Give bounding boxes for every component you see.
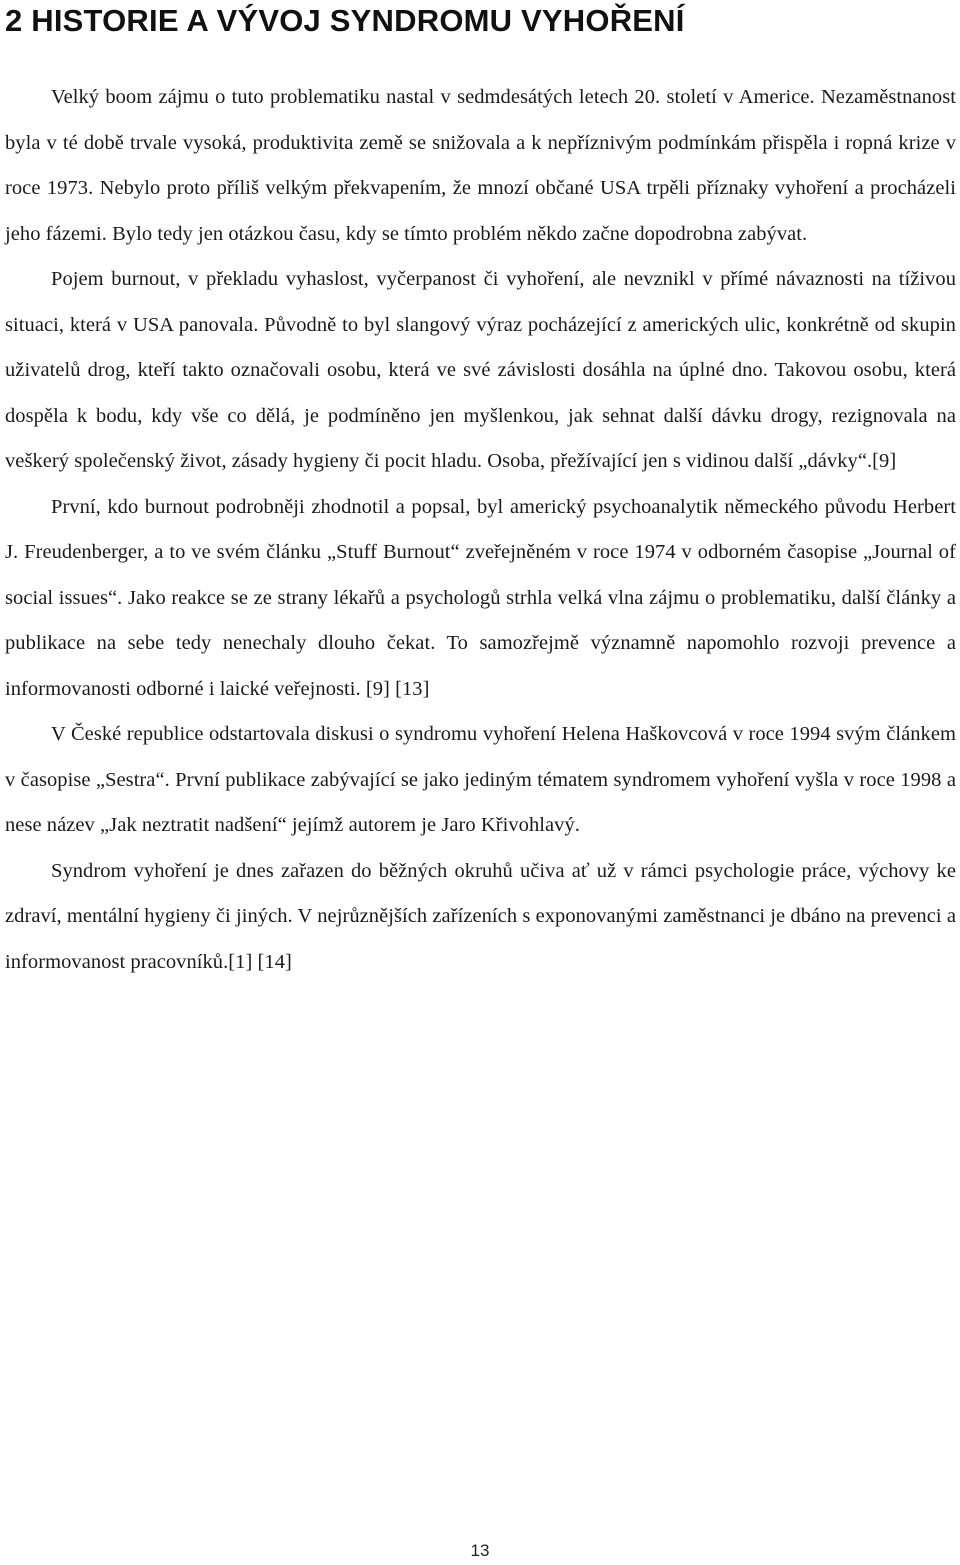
page-number: 13 [470,1541,490,1560]
paragraph-burnout-term: Pojem burnout, v překladu vyhaslost, vyčerpanost či vyhoření, ale nevznikl v přímé návaznosti na tíživou situaci, která v USA panovala. Původně to byl slangový výraz pocházející z amerických ulic, konkrétně od skupin uživatelů drog, kteří takto označovali osobu, která ve své závislosti dosáhla na úplné dno. Takovou osobu, která dospěla k bodu, kdy vše co dělá, je podmíněno jen myšlenkou, jak sehnat další dávku drogy, rezignovala na veškerý společenský život, zásady hygieny či pocit hladu. Osoba, přežívající jen s vidinou další „dávky“.[9] [5,268,956,472]
paragraph-history-intro: Velký boom zájmu o tuto problematiku nastal v sedmdesátých letech 20. století v Americe. Nezaměstnanost byla v té době trvale vysoká, produktivita země se snižovala a k nepříznivým podmínkám přispěla i ropná krize v roce 1973. Nebylo proto příliš velkým překvapením, že mnozí občané USA trpěli příznaky vyhoření a procházeli jeho fázemi. Bylo tedy jen otázkou času, kdy se tímto problém někdo začne dopodrobna zabývat. [5,86,956,245]
body-text [5,75,956,985]
paragraph-curriculum: Syndrom vyhoření je dnes zařazen do běžných okruhů učiva ať už v rámci psychologie práce, výchovy ke zdraví, mentální hygieny či jiných. V nejrůznějších zařízeních s exponovanými zaměstnanci je dbáno na prevenci a informovanost pracovníků.[1] [14] [5,859,956,973]
paragraph-czech-republic: V České republice odstartovala diskusi o syndromu vyhoření Helena Haškovcová v roce 1994 svým článkem v časopise „Sestra“. První publikace zabývající se jako jediným tématem syndromem vyhoření vyšla v roce 1998 a nese název „Jak neztratit nadšení“ jejímž autorem je Jaro Křivohlavý. [5,723,956,836]
paragraph-freudenberger: První, kdo burnout podrobněji zhodnotil a popsal, byl americký psychoanalytik německého původu Herbert J. Freudenberger, a to ve svém článku „Stuff Burnout“ zveřejněném v roce 1974 v odborném časopise „Journal of social issues“. Jako reakce se ze strany lékařů a psychologů strhla velká vlna zájmu o problematiku, další články a publikace na sebe tedy nenechaly dlouho čekat. To samozřejmě významně napomohlo rozvoji prevence a informovanosti odborné i laické veřejnosti. [9] [13] [5,495,956,700]
chapter-heading: 2 HISTORIE A VÝVOJ SYNDROMU VYHOŘENÍ [5,3,685,38]
